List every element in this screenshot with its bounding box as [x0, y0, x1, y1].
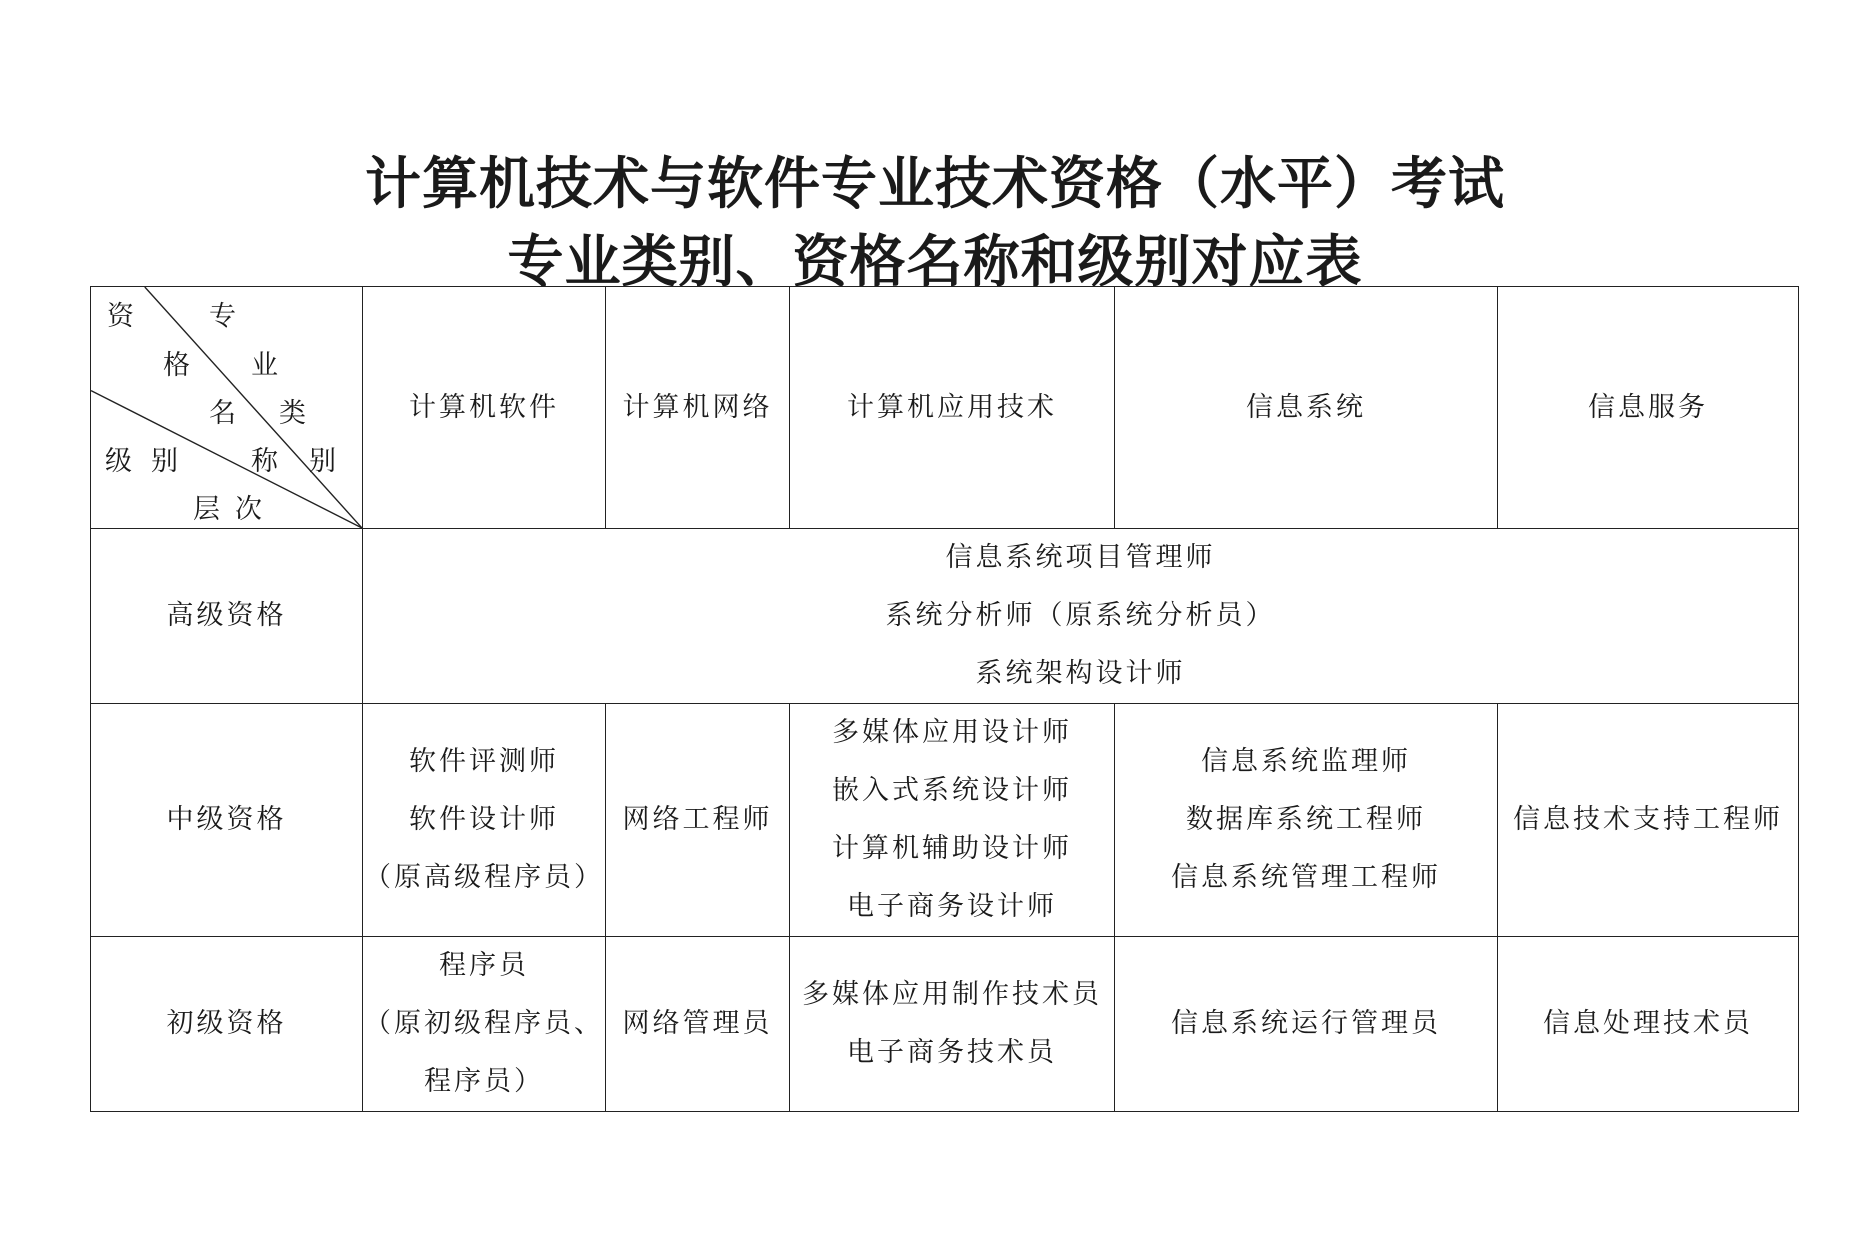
corner-char-zhuan: 专 [209, 301, 236, 332]
qualification-item: 程序员 [439, 950, 529, 981]
column-header-application: 计算机应用技术 [790, 287, 1115, 529]
corner-char-ceng: 层 [193, 494, 220, 525]
corner-header-cell [91, 287, 363, 529]
qualification-item: 网络工程师 [622, 804, 773, 835]
junior-software-cell [363, 937, 606, 1112]
qualification-item: 信息处理技术员 [1543, 1008, 1753, 1039]
corner-char-ye: 业 [251, 350, 278, 381]
page-title-line-2: 专业类别、资格名称和级别对应表 [507, 229, 1363, 295]
junior-info-system-cell [1115, 937, 1498, 1112]
qualification-item: 嵌入式系统设计师 [832, 775, 1072, 806]
header-row [91, 287, 1799, 529]
qualification-item: 信息系统运行管理员 [1171, 1008, 1441, 1039]
qualification-item: 计算机辅助设计师 [832, 833, 1072, 864]
corner-char-ci: 次 [235, 494, 262, 525]
senior-merged-cell [363, 529, 1799, 704]
intermediate-row [91, 704, 1799, 937]
intermediate-software-cell [363, 704, 606, 937]
qualification-item: 网络管理员 [622, 1008, 773, 1039]
corner-char-ming: 名 [209, 398, 236, 429]
intermediate-level-label: 中级资格 [91, 704, 363, 937]
junior-application-cell [790, 937, 1115, 1112]
corner-char-ge: 格 [163, 350, 190, 381]
qualification-item: 多媒体应用设计师 [832, 717, 1072, 748]
qualification-item: 多媒体应用制作技术员 [802, 979, 1102, 1010]
qualification-item: （原高级程序员） [364, 862, 604, 893]
intermediate-application-cell [790, 704, 1115, 937]
qualification-item: 软件设计师 [409, 804, 559, 835]
qualification-item: 电子商务技术员 [847, 1037, 1057, 1068]
corner-char-ji: 级 [105, 446, 132, 477]
qualification-item: 程序员） [424, 1066, 544, 1097]
qualification-item: 电子商务设计师 [847, 891, 1057, 922]
qualification-item: （原初级程序员、 [364, 1008, 604, 1039]
junior-level-label: 初级资格 [91, 937, 363, 1112]
junior-info-service-cell [1498, 937, 1799, 1112]
senior-level-label: 高级资格 [91, 529, 363, 704]
column-header-network: 计算机网络 [606, 287, 790, 529]
qualification-item: 信息技术支持工程师 [1513, 804, 1783, 835]
corner-char-lei: 类 [279, 398, 306, 429]
senior-title-item: 信息系统项目管理师 [945, 542, 1216, 573]
intermediate-info-system-cell [1115, 704, 1498, 937]
qualification-item: 信息系统管理工程师 [1171, 862, 1441, 893]
qualification-table [90, 286, 1799, 1112]
senior-row [91, 529, 1799, 704]
junior-row [91, 937, 1799, 1112]
column-header-info-service: 信息服务 [1498, 287, 1799, 529]
corner-char-zi: 资 [107, 301, 134, 332]
page-title-line-1: 计算机技术与软件专业技术资格（水平）考试 [365, 151, 1505, 217]
qualification-item: 软件评测师 [409, 746, 559, 777]
corner-char-cheng: 称 [251, 446, 278, 477]
intermediate-info-service-cell [1498, 704, 1799, 937]
junior-network-cell [606, 937, 790, 1112]
senior-title-item: 系统架构设计师 [975, 658, 1186, 689]
intermediate-network-cell [606, 704, 790, 937]
qualification-item: 信息系统监理师 [1201, 746, 1411, 777]
qualification-item: 数据库系统工程师 [1186, 804, 1426, 835]
corner-char-bie-2: 别 [309, 446, 336, 477]
senior-title-item: 系统分析师（原系统分析员） [885, 600, 1276, 631]
corner-char-bie-1: 别 [151, 446, 178, 477]
column-header-info-system: 信息系统 [1115, 287, 1498, 529]
column-header-software: 计算机软件 [363, 287, 606, 529]
